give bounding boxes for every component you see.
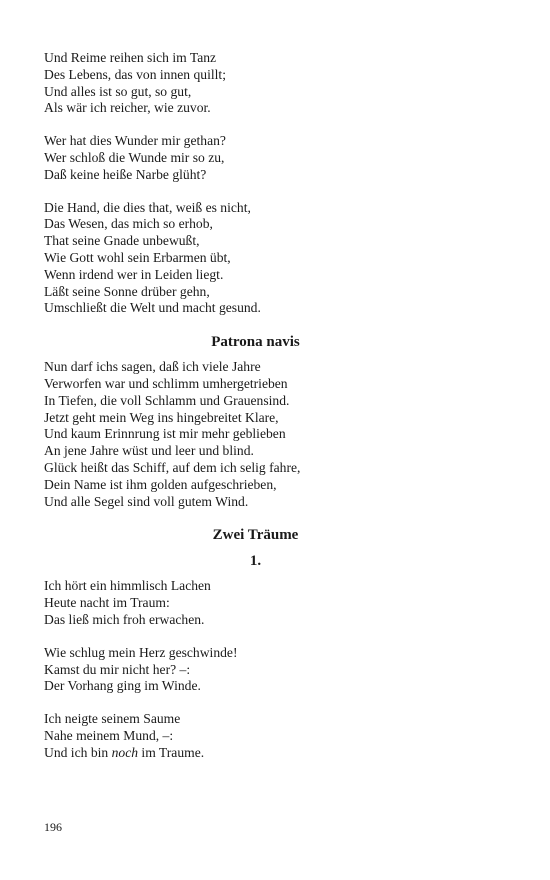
verse-line: Umschließt die Welt und macht gesund. [44, 300, 261, 316]
verse-line: Verworfen war und schlimm umhergetrieben [44, 375, 288, 391]
poem-title: Patrona navis [211, 334, 300, 351]
verse-line: Des Lebens, das von innen quillt; [44, 66, 226, 82]
verse-line: Der Vorhang ging im Winde. [44, 678, 201, 694]
page-number: 196 [44, 820, 62, 834]
verse-line: Das ließ mich froh erwachen. [44, 611, 205, 627]
verse-line: Wie schlug mein Herz geschwinde! [44, 644, 238, 660]
verse-line: Und Reime reihen sich im Tanz [44, 50, 217, 65]
verse-line: Nahe meinem Mund, –: [44, 727, 174, 743]
verse-line: Wer schloß die Wunde mir so zu, [44, 149, 225, 165]
stanza [44, 200, 474, 318]
stanza [44, 50, 474, 117]
verse-line: Jetzt geht mein Weg ins hingebreitet Klare, [44, 409, 279, 425]
stanza [44, 359, 474, 510]
verse-line: Nun darf ichs sagen, daß ich viele Jahre [44, 359, 261, 375]
verse-line: An jene Jahre wüst und leer und blind. [44, 443, 254, 459]
stanza [44, 645, 474, 695]
page-body [44, 50, 474, 778]
verse-line: Kamst du mir nicht her? –: [44, 661, 191, 677]
verse-line: Das Wesen, das mich so erhob, [44, 216, 213, 232]
stanza [44, 578, 474, 628]
section-numeral: 1. [249, 553, 262, 570]
verse-line: Dein Name ist ihm golden aufgeschrieben, [44, 476, 277, 492]
emphasis-text: noch [111, 744, 139, 760]
verse-line: In Tiefen, die voll Schlamm und Grauensind. [44, 392, 290, 408]
poem-title: Zwei Träume [212, 527, 299, 544]
verse-line: Daß keine heiße Narbe glüht? [44, 166, 207, 182]
verse-line: Glück heißt das Schiff, auf dem ich selig fahre, [44, 459, 301, 475]
verse-line: Ich neigte seinem Saume [44, 711, 181, 727]
verse-line: Wer hat dies Wunder mir gethan? [44, 133, 226, 149]
verse-line: Und alles ist so gut, so gut, [44, 83, 192, 99]
verse-line: Heute nacht im Traum: [44, 595, 170, 611]
verse-line: Läßt seine Sonne drüber gehn, [44, 283, 210, 299]
verse-line: Als wär ich reicher, wie zuvor. [44, 100, 211, 116]
verse-line [44, 745, 474, 762]
verse-line: That seine Gnade unbewußt, [44, 233, 200, 249]
verse-line: Die Hand, die dies that, weiß es nicht, [44, 199, 251, 215]
verse-text: Und ich bin [44, 744, 112, 760]
verse-line: Wie Gott wohl sein Erbarmen übt, [44, 249, 231, 265]
verse-line: Wenn irdend wer in Leiden liegt. [44, 266, 224, 282]
verse-text: im Traume. [138, 744, 205, 760]
stanza [44, 711, 474, 761]
verse-line: Ich hört ein himmlisch Lachen [44, 578, 211, 594]
stanza [44, 133, 474, 183]
verse-line: Und kaum Erinnrung ist mir mehr geblieben [44, 426, 286, 442]
verse-line: Und alle Segel sind voll gutem Wind. [44, 493, 249, 509]
